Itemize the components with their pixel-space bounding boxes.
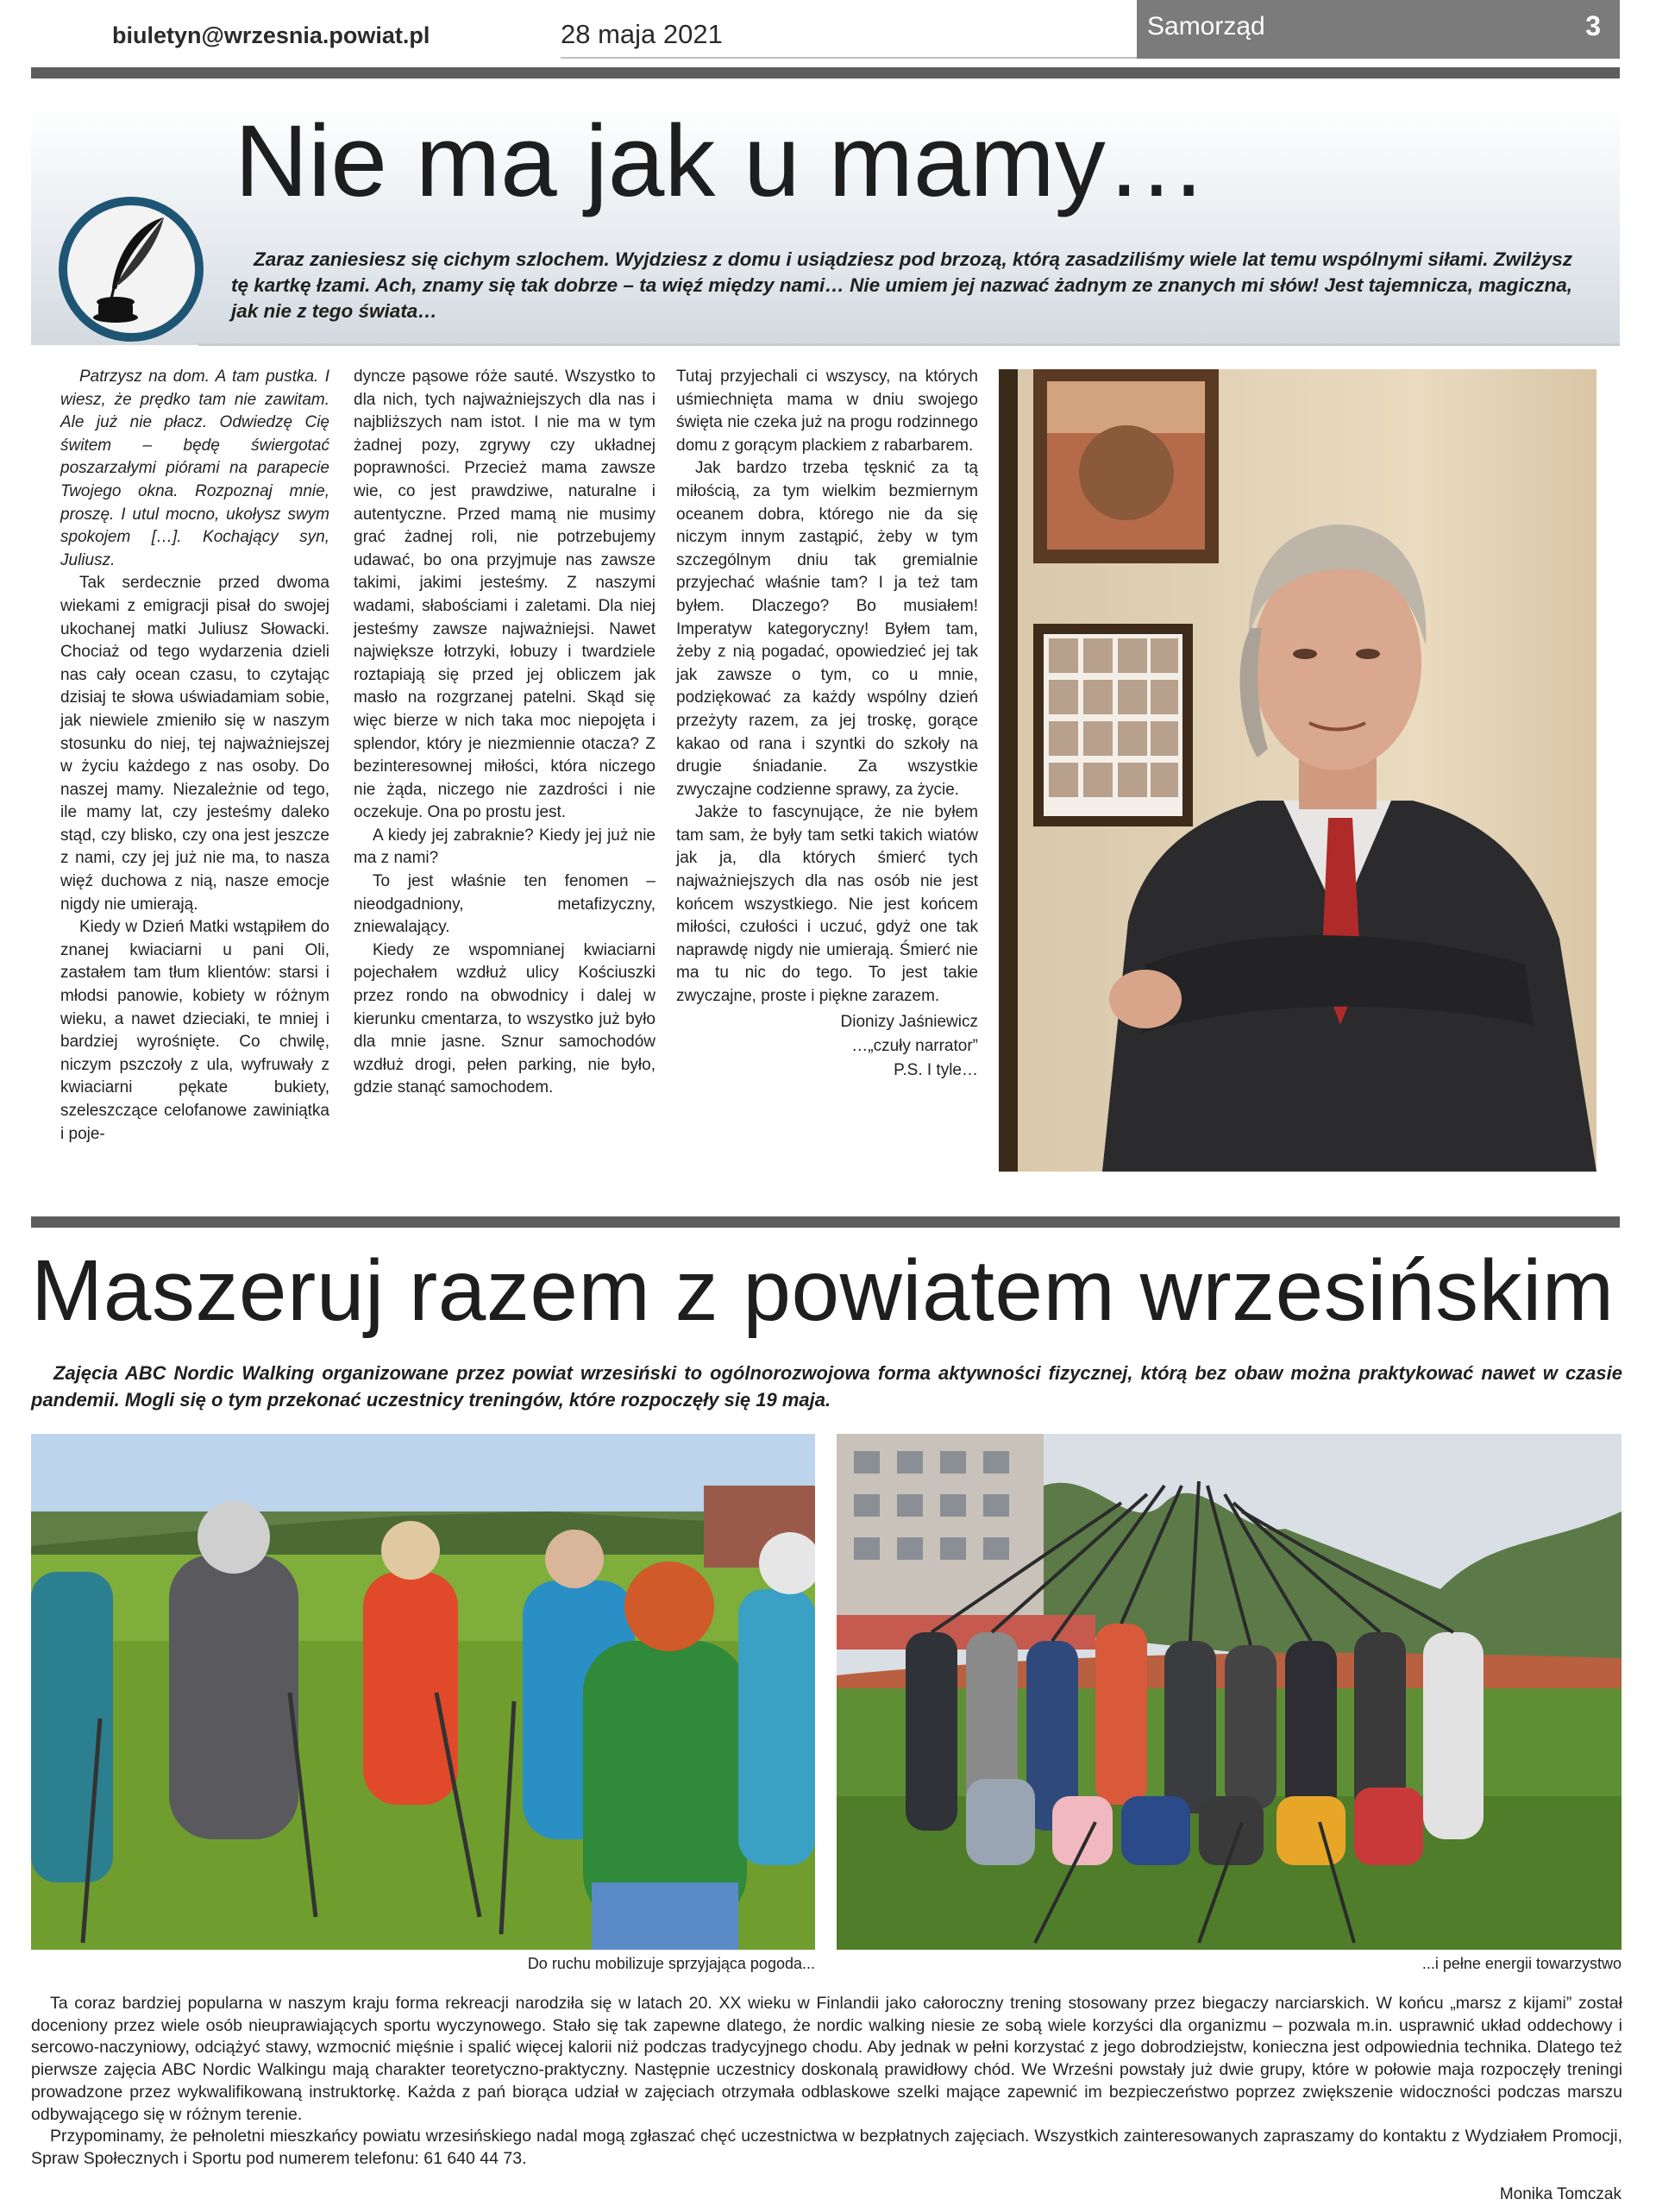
article1-lead: Zaraz zaniesiesz się cichym szlochem. Wyjdziesz z domu i usiądziesz pod brzozą, którą zasadziliśmy wiele lat temu wspólnymi siłami. Zwilżysz tę kartkę łzami. Ach, znamy się tak dobrze – ta więź między nami… Nie umiem jej nazwać żadnym ze znanych mi słów! Jest tajemnicza, magiczna, jak nie z tego świata… [231, 248, 1572, 322]
photo-caption-right: ...i pełne energii towarzystwo [1421, 1955, 1622, 1972]
paragraph: Ta coraz bardziej popularna w naszym kraju forma rekreacji narodziła się w latach 20. XX wieku w Finlandii jako całoroczny trening stosowany przez biegaczy narciarskich. W końcu „marsz z kijami” został doceniony przez wiele osób nieuprawiających sportu wyczynowego. Stało się tak zapewne dlatego, że nordic walking niesie ze sobą wiele korzyści dla organizmu – pozwala m.in. usprawnić układ oddechowy i sercowo-naczyniowy, odciążyć stawy, wzmocnić mięśnie i spalić więcej kalorii niż podczas tradycyjnego chodu. Aby jednak w pełni korzystać z jego dobrodziejstw, konieczna jest odpowiednia technika. Dlatego też pierwsze zajęcia ABC Nordic Walkingu mają charakter teoretyczno-praktyczny. Następnie uczestnicy doskonalą prawidłowy chód. We Wrześni powstały już dwie grupy, które w połowie maja rozpoczęły treningi prowadzone przez wykwalifikowaną instruktorkę. Każda z pań biorąca udział w zajęciach otrzymała odblaskowe szelki mające zapewnić im bezpieczeństwo poprzez zwiększenie widoczności podczas marszu odbywającego się w różnym terenie. [31, 1994, 1622, 2124]
header-divider [561, 57, 1147, 59]
photo-caption-left: Do ruchu mobilizuje sprzyjająca pogoda... [527, 1955, 815, 1972]
section-bar [1137, 0, 1620, 59]
header-date: 28 maja 2021 [561, 19, 723, 49]
top-rule [31, 67, 1620, 79]
paragraph: Tak serdecznie przed dwoma wiekami z emigracji pisał do swojej ukochanej matki Juliusz Słowacki. Chociaż od tego wydarzenia dzieli nas cały ocean czasu, to czytając dzisiaj te słowa uświadamiam sobie, jak niewiele zmieniło się w naszym stosunku do niej, tej najważniejszej w życiu każdego z nas osoby. Do naszej mamy. Niezależnie od tego, ile mamy lat, czy jesteśmy daleko stąd, czy blisko, czy ona jest jeszcze z nami, czy jej już nie ma, to nasza więź duchowa z nią, nasze emocje nigdy nie umierają. [60, 574, 329, 914]
article2-lead: Zajęcia ABC Nordic Walking organizowane przez powiat wrzesiński to ogólnorozwojowa forma aktywności fizycznej, którą bez obaw można praktykować nawet w czasie pandemii. Mogli się o tym przekonać uczestnicy treningów, które rozpoczęły się 19 maja. [31, 1362, 1622, 1411]
article1-band-divider [198, 343, 1620, 346]
section-name: Samorząd [1147, 12, 1265, 41]
article2-author: Monika Tomczak [1499, 2185, 1622, 2203]
paragraph: dyncze pąsowe róże sauté. Wszystko to dla nich, tych najważniejszych dla nas i najbliższych nam istot. I nie ma w tym żadnej pozy, zgrywy czy układnej poprawności. Przecież mama zawsze wie, co jest prawdziwe, naturalne i autentyczne. Przed mamą nie musimy grać żadnej roli, nie potrzebujemy udawać, bo ona przyjmuje nas zawsze takimi, jakimi jesteśmy. Z naszymi wadami, słabościami i zaletami. Dla niej jesteśmy zawsze najważniejsi. Nawet największe łotrzyki, łobuzy i twardziele roztapiają się przed jej obliczem jak masło na rozgrzanej patelni. Skąd się więc bierze w nich taka moc niepojęta i splendor, który je niezmiennie otacza? Z bezinteresownej miłości, która niczego nie żąda, niczego nie zazdrości i nie oczekuje. Ona po prostu jest. [354, 368, 656, 822]
page-number: 3 [1585, 10, 1601, 41]
paragraph: Jak bardzo trzeba tęsknić za tą miłością, za tym wielkim bezmiernym oceanem dobra, którego nie da się niczym innym zastąpić, żeby w tym szczególnym dniu tak gremialnie przyjechać właśnie tam? I ja też tam byłem. Dlaczego? Bo musiałem! Imperatyw kategoryczny! Byłem tam, żeby z nią pogadać, opowiedzieć jej tak jak zawsze o tym, co u mnie, podziękować za każdy wspólny dzień przeżyty razem, za jej troskę, gorące kakao od rana i szyntki do szkoły na drugie śniadanie. Za wszystkie zwyczajne codzienne sprawy, za życie. [676, 459, 978, 799]
author-name: Dionizy Jaśniewicz [840, 1012, 978, 1031]
article1-title: Nie ma jak u mamy… [235, 104, 1208, 218]
article1-column-3 [676, 366, 978, 1083]
author-alias: …„czuły narrator” [851, 1036, 978, 1055]
column-logo [59, 197, 204, 342]
header-email[interactable]: biuletyn@wrzesnia.powiat.pl [112, 22, 430, 48]
article2-title: Maszeruj razem z powiatem wrzesińskim [31, 1242, 1615, 1339]
nordic-walking-photo-right [837, 1434, 1622, 1950]
signature [676, 1010, 978, 1083]
article2-body [31, 1993, 1622, 2171]
paragraph: Przypominamy, że pełnoletni mieszkańcy powiatu wrzesińskiego nadal mogą zgłaszać chęć uczestnictwa w bezpłatnych zajęciach. Wszystkich zainteresowanych zapraszamy do kontaktu z Wydziałem Promocji, Spraw Społecznych i Sportu pod numerem telefonu: 61 640 44 73. [31, 2127, 1622, 2168]
portrait-photo [999, 369, 1596, 1172]
article1-column-1 [60, 366, 329, 1146]
nordic-walking-photo-left [31, 1434, 815, 1950]
paragraph: Tutaj przyjechali ci wszyscy, na których uśmiechnięta mama w dniu swojego święta nie czeka już na progu rodzinnego domu z gorącym plackiem z rabarbarem. [676, 368, 978, 455]
paragraph: Jakże to fascynujące, że nie byłem tam sam, że były tam setki takich wiatów jak ja, dla których śmierć tych najważniejszych dla nas osób nie jest końcem wszystkiego. Nie jest końcem miłości, czułości i uczuć, gdyż one tak naprawdę nigdy nie umierają. Śmierć nie ma tu nic do tego. To jest takie zwyczajne, proste i piękne zarazem. [676, 803, 978, 1006]
section-rule [31, 1216, 1620, 1228]
paragraph: Kiedy ze wspomnianej kwiaciarni pojechałem wzdłuż ulicy Kościuszki przez rondo na obwodnicy i dalej w kierunku cmentarza, to wszystko już było dla mnie jasne. Sznur samochodów wzdłuż drogi, pełen parking, nie było, gdzie stanąć samochodem. [354, 940, 656, 1097]
article1-column-2 [354, 366, 656, 1100]
paragraph: Kiedy w Dzień Matki wstąpiłem do znanej kwiaciarni u pani Oli, zastałem tam tłum klientów: starsi i młodsi panowie, kobiety w różnym wieku, a nawet dzieciaki, te mniej i bardziej wyrośnięte. Co chwilę, niczym pszczoły z ula, wyfruwały z kwiaciarni pękate bukiety, szeleszczące celofanowe zawiniątka i poje- [60, 918, 329, 1143]
paragraph: To jest właśnie ten fenomen – nieodgadniony, metafizyczny, zniewalający. [354, 872, 656, 937]
letter-quote: Patrzysz na dom. A tam pustka. I wiesz, że prędko tam nie zawitam. Ale już nie płacz. Odwiedzę Cię świtem – będę świergotać poszarzałymi piórami na parapecie Twojego okna. Rozpoznaj mnie, proszę. I utul mocno, ukołysz swym spokojem […]. Kochający syn, Juliusz. [60, 368, 329, 569]
postscript: P.S. I tyle… [894, 1060, 978, 1079]
quill-inkwell-icon [67, 205, 195, 333]
paragraph: A kiedy jej zabraknie? Kiedy jej już nie ma z nami? [354, 826, 656, 868]
